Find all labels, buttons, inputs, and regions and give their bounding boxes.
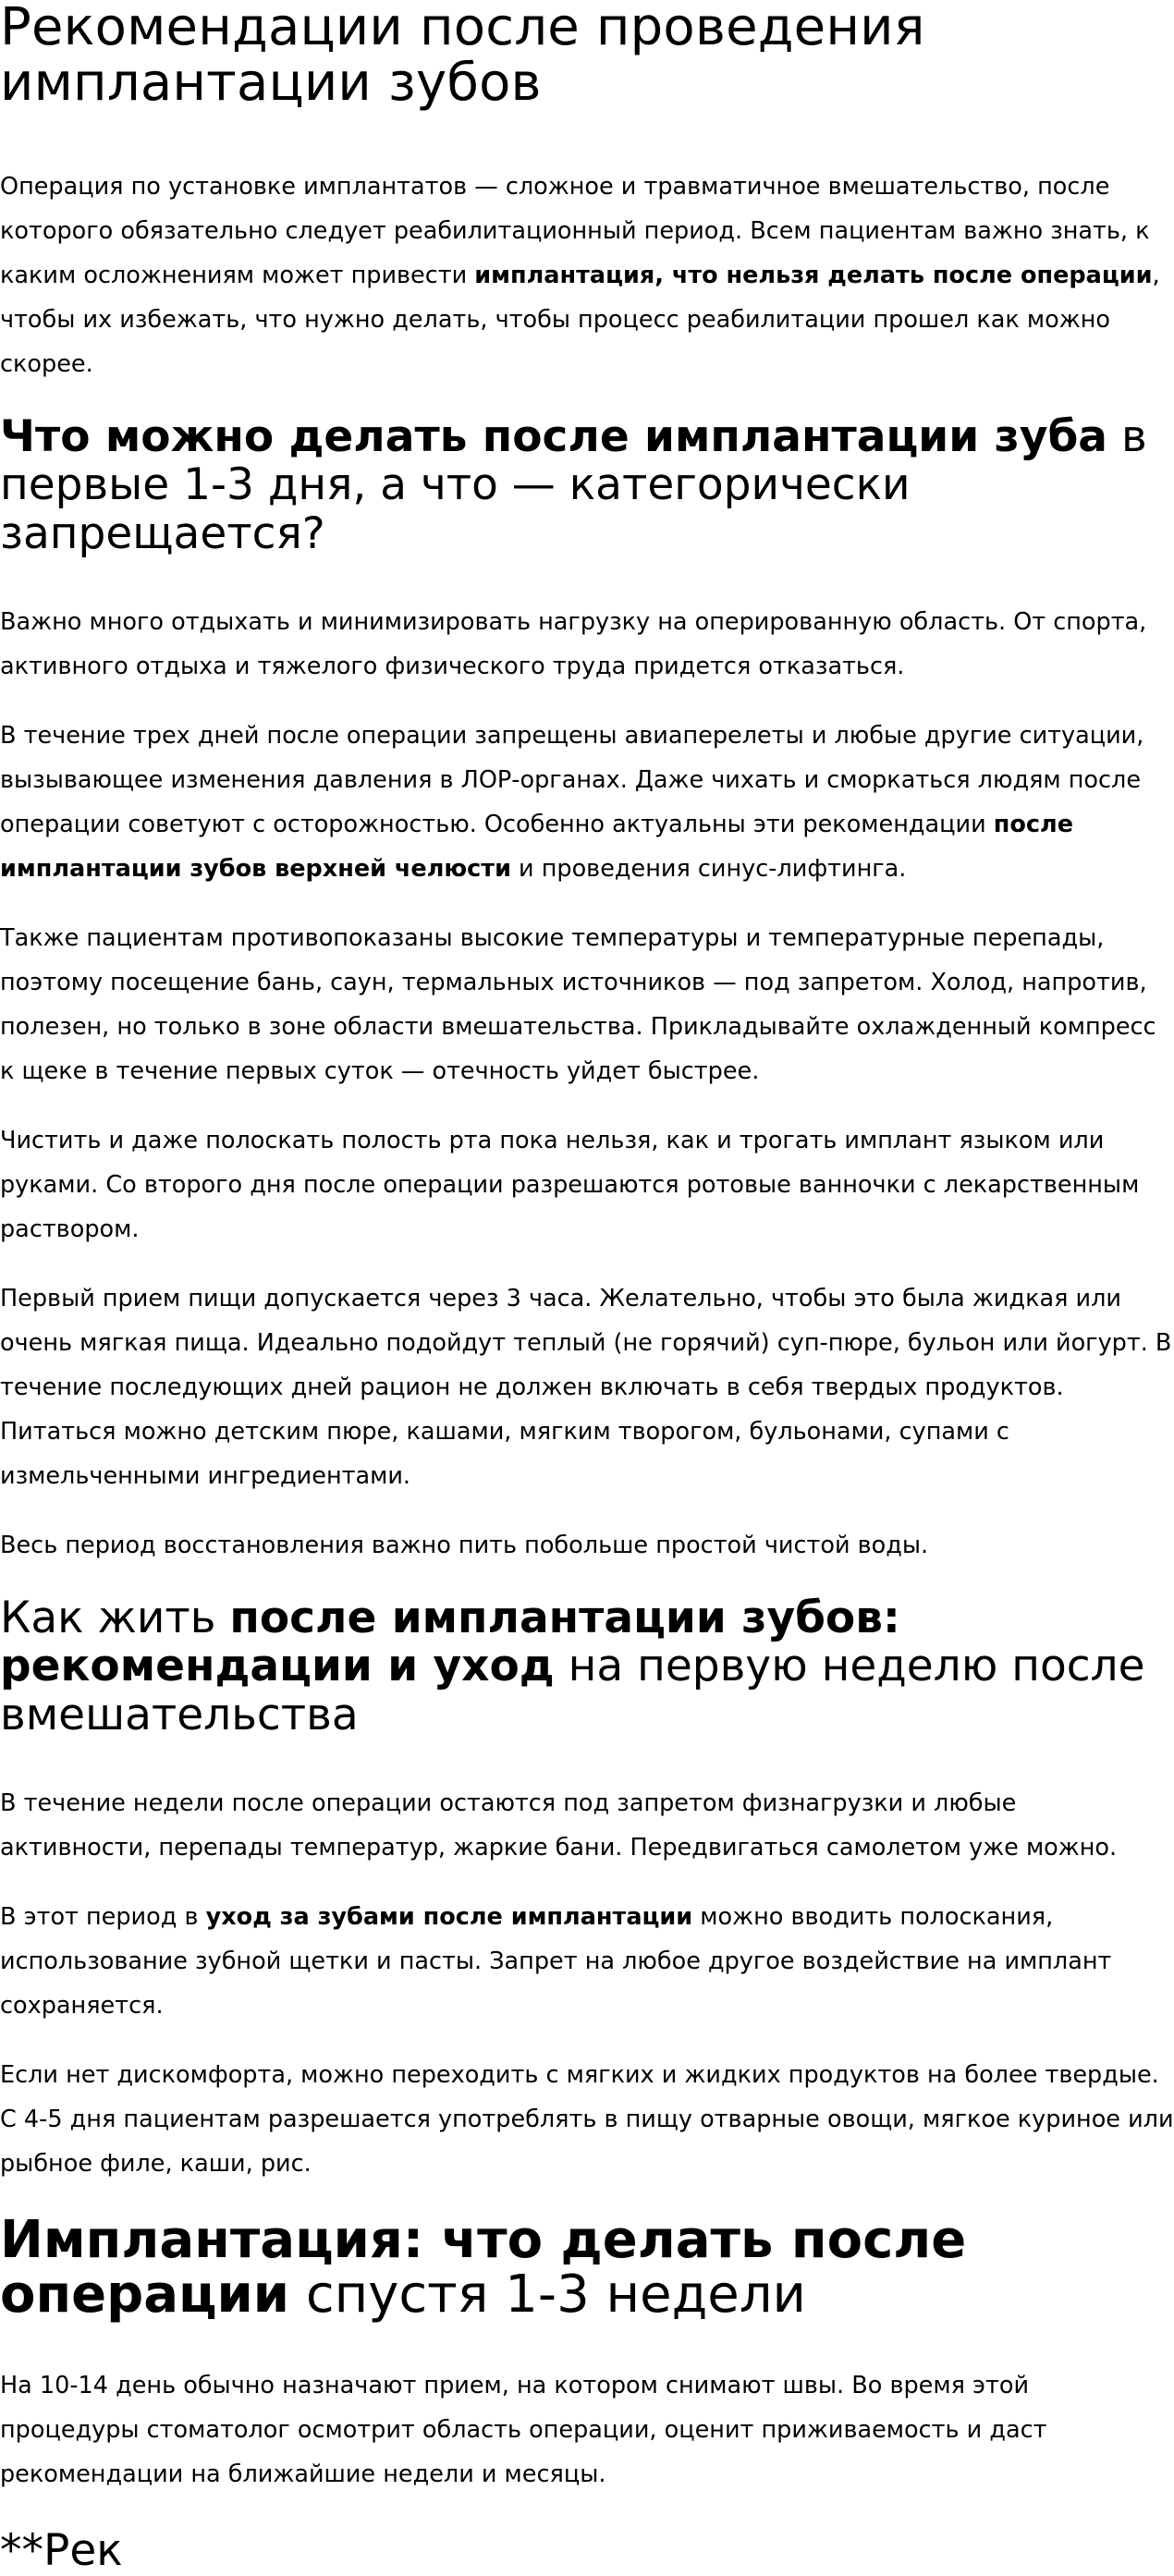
paragraph: В течение недели после операции остаются под запретом физнагрузки и любые активности, перепады температур, жаркие бани. Передвигаться самолетом уже можно. — [0, 1789, 1118, 1862]
heading-bold-part: Что можно делать после имплантации зуба — [0, 410, 1107, 462]
heading-pre-part: Как жить — [0, 1592, 230, 1643]
intro-text-1: Операция по установке имплантатов — сложное и травматичное вмешательство, после которого обязательно следует реабилитационный период. Всем пациентам важно знать, к каким осложнениям может привести — [0, 172, 1150, 289]
section-weeks-1-3 — [0, 2209, 1174, 2497]
paragraph: Если нет дискомфорта, можно переходить с мягких и жидких продуктов на более твердые. С 4-5 дня пациентам разрешается употреблять в пищу отварные овощи, мягкое куриное или рыбное филе, каши, рис. — [0, 2060, 1174, 2178]
page-title: Рекомендации после проведения имплантации зубов — [0, 0, 925, 113]
section-first-week-heading — [0, 1594, 1174, 1740]
paragraph: Чистить и даже полоскать полость рта пока нельзя, как и трогать имплант языком или руками. Со второго дня после операции разрешаются ротовые ванночки с лекарственным раствором. — [0, 1126, 1140, 1243]
paragraph: Весь период восстановления важно пить побольше простой чистой воды. — [0, 1531, 929, 1559]
intro-paragraph — [0, 165, 1174, 386]
paragraph-text-2: можно вводить полоскания, использование зубной щетки и пасты. Запрет на любое другое воздействие на имплант сохраняется. — [0, 1902, 1112, 2020]
section-first-days-heading — [0, 410, 1174, 560]
paragraph-text-1: В этот период в — [0, 1902, 206, 1931]
intro-text-2: , чтобы их избежать, что нужно делать, чтобы процесс реабилитации прошел как можно скорее. — [0, 261, 1160, 378]
paragraph-bold: после имплантации зубов верхней челюсти — [0, 810, 1074, 883]
paragraph-bold: уход за зубами после имплантации — [205, 1902, 693, 1931]
section-weeks-heading — [0, 2209, 1174, 2326]
intro-bold: имплантация, что нельзя делать после операции — [474, 261, 1153, 289]
paragraph: Первый прием пищи допускается через 3 часа. Желательно, чтобы это была жидкая или очень мягкая пища. Идеально подойдут теплый (не горячий) суп-пюре, бульон или йогурт. В течение последующих дней рацион не должен включать в себя твердых продуктов. Питаться можно детским пюре, кашами, мягким творогом, бульонами, супами с измельченными ингредиентами. — [0, 1284, 1172, 1490]
heading-rest-part: на первую неделю после вмешательства — [0, 1641, 1145, 1740]
paragraph: На 10-14 день обычно назначают прием, на котором снимают швы. Во время этой процедуры стоматолог осмотрит область операции, оценит приживаемость и даст рекомендации на ближайшие недели и месяцы. — [0, 2372, 1047, 2489]
paragraph-text-1: В течение трех дней после операции запрещены авиаперелеты и любые другие ситуации, вызывающее изменения давления в ЛОР-органах. Даже чихать и сморкаться людям после операции советуют с осторожностью. Особенно актуальны эти рекомендации — [0, 721, 1144, 838]
heading-rest-part: в первые 1-3 дня, а что — категорически запрещается? — [0, 410, 1147, 560]
heading-bold-part: Имплантация: что делать после операции — [0, 2209, 967, 2326]
section-first-days — [0, 410, 1174, 1568]
trailing-heading-fragment: **Рек — [0, 2525, 123, 2576]
paragraph: Также пациентам противопоказаны высокие температуры и температурные перепады, поэтому посещение бань, саун, термальных источников — под запретом. Холод, напротив, полезен, но только в зоне области вмешательства. Прикладывайте охлажденный компресс к щеке в течение первых суток — отечность уйдет быстрее. — [0, 923, 1156, 1085]
paragraph — [0, 1895, 1174, 2028]
paragraph — [0, 714, 1174, 891]
heading-rest-part: спустя 1-3 недели — [289, 2265, 806, 2326]
paragraph-text-2: и проведения синус-лифтинга. — [510, 854, 907, 883]
paragraph: Важно много отдыхать и минимизировать нагрузку на оперированную область. От спорта, активного отдыха и тяжелого физического труда придется отказаться. — [0, 607, 1147, 680]
section-first-week — [0, 1594, 1174, 2186]
heading-bold-part: после имплантации зубов: рекомендации и уход — [0, 1592, 900, 1692]
